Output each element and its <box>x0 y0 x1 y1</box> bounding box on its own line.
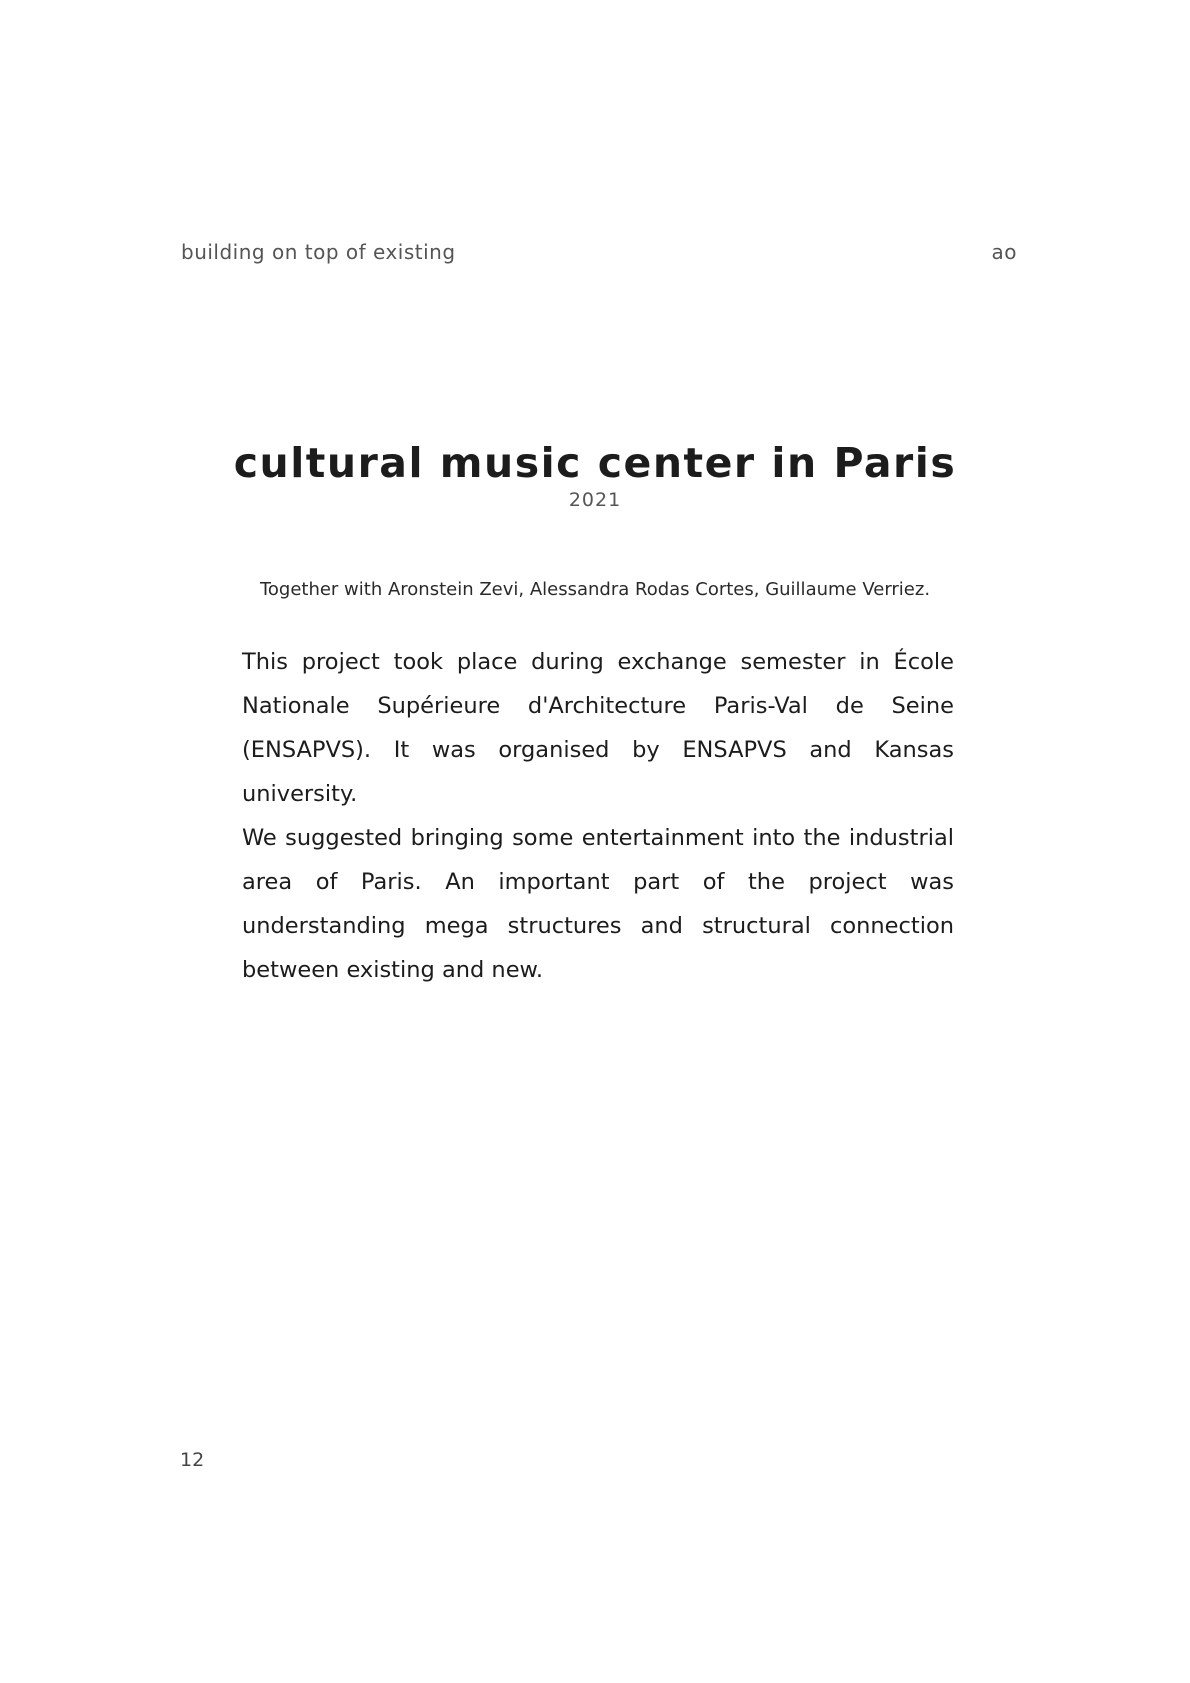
body-paragraph-2: We suggested bringing some entertainment into the industrial area of Paris. An important part of the project was understanding mega structures and structural connection between existing and new. <box>242 825 954 983</box>
page-title: cultural music center in Paris <box>233 439 957 487</box>
page-number: 12 <box>180 1449 205 1471</box>
section-title: building on top of existing <box>181 240 456 264</box>
title-block <box>0 438 1190 512</box>
project-credits: Together with Aronstein Zevi, Alessandra Rodas Cortes, Guillaume Verriez. <box>259 579 931 600</box>
author-mark: ao <box>991 240 1017 264</box>
body-paragraph-1: This project took place during exchange semester in École Nationale Supérieure d'Architecture Paris-Val de Seine (ENSAPVS). It was organised by ENSAPVS and Kansas university. <box>242 649 954 807</box>
project-year: 2021 <box>568 489 622 511</box>
